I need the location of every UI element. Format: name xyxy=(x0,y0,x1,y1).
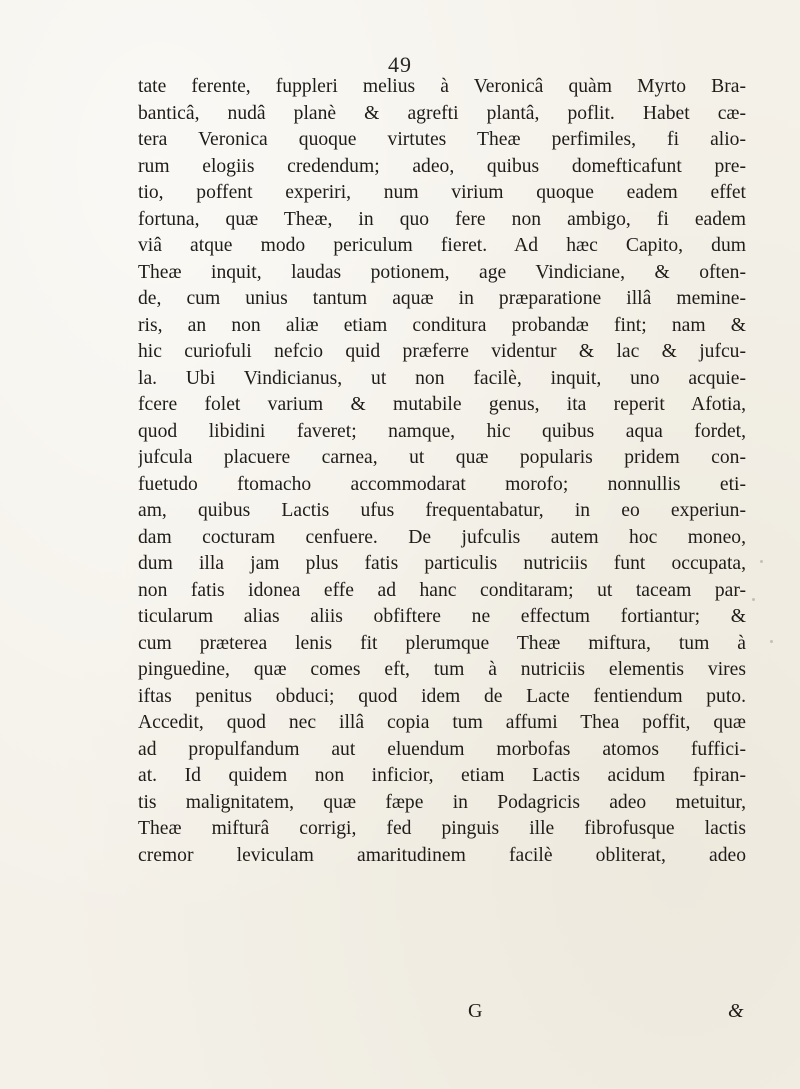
text-line: at. Id quidem non inficior, etiam Lactis acidum fpiran- xyxy=(138,765,746,786)
text-line: viâ atque modo periculum fieret. Ad hæc Capito, dum xyxy=(138,235,746,256)
text-line: fcere folet varium & mutabile genus, ita reperit Afotia, xyxy=(138,394,746,415)
signature-mark: G xyxy=(468,1000,483,1022)
text-line: ad propulfandum aut eluendum morbofas atomos fuffici- xyxy=(138,738,746,760)
text-line: am, quibus Lactis ufus frequentabatur, in eo experiun- xyxy=(138,500,746,521)
paper-speck xyxy=(752,598,755,601)
text-line: iftas penitus obduci; quod idem de Lacte fentiendum puto. xyxy=(138,685,746,707)
paper-speck xyxy=(705,512,708,515)
text-line: tate ferente, fuppleri melius à Veronicâ quàm Myrto Bra- xyxy=(138,76,746,97)
text-line: pinguedine, quæ comes eft, tum à nutriciis elementis vires xyxy=(138,659,746,680)
text-line: fortuna, quæ Theæ, in quo fere non ambigo, fi eadem xyxy=(138,208,746,230)
text-line: la. Ubi Vindicianus, ut non facilè, inquit, uno acquie- xyxy=(138,367,746,389)
text-line: dam cocturam cenfuere. De jufculis autem hoc moneo, xyxy=(138,526,746,548)
text-line: non fatis idonea effe ad hanc conditaram; ut taceam par- xyxy=(138,579,746,601)
text-line: tio, poffent experiri, num virium quoque eadem effet xyxy=(138,182,746,203)
text-line: hic curiofuli nefcio quid præferre videntur & lac & jufcu- xyxy=(138,341,746,362)
text-line: Theæ inquit, laudas potionem, age Vindiciane, & often- xyxy=(138,261,746,283)
text-line: Accedit, quod nec illâ copia tum affumi Thea poffit, quæ xyxy=(138,712,746,733)
text-line: cum præterea lenis fit plerumque Theæ miftura, tum à xyxy=(138,632,746,654)
text-line: de, cum unius tantum aquæ in præparatione illâ memine- xyxy=(138,288,746,309)
text-line: ticularum alias aliis obfiftere ne effectum fortiantur; & xyxy=(138,606,746,627)
body-text xyxy=(138,74,746,869)
text-line: quod libidini faveret; namque, hic quibus aqua fordet, xyxy=(138,420,746,442)
text-line: Theæ mifturâ corrigi, fed pinguis ille fibrofusque lactis xyxy=(138,818,746,839)
text-line: tis malignitatem, quæ fæpe in Podagricis adeo metuitur, xyxy=(138,791,746,813)
text-line: banticâ, nudâ planè & agrefti plantâ, poflit. Habet cæ- xyxy=(138,102,746,124)
text-line: cremor leviculam amaritudinem facilè obliterat, adeo xyxy=(138,844,746,866)
page-number: 49 xyxy=(388,52,412,77)
text-line: fuetudo ftomacho accommodarat morofo; nonnullis eti- xyxy=(138,473,746,495)
text-line: rum elogiis credendum; adeo, quibus domefticafunt pre- xyxy=(138,155,746,177)
text-line: tera Veronica quoque virtutes Theæ perfimiles, fi alio- xyxy=(138,129,746,150)
text-line: dum illa jam plus fatis particulis nutriciis funt occupata, xyxy=(138,553,746,574)
paper-speck xyxy=(770,640,773,643)
text-line: jufcula placuere carnea, ut quæ popularis pridem con- xyxy=(138,447,746,468)
paper-speck xyxy=(760,560,763,563)
text-line: ris, an non aliæ etiam conditura probandæ fint; nam & xyxy=(138,314,746,336)
catchword: & xyxy=(728,1000,744,1022)
